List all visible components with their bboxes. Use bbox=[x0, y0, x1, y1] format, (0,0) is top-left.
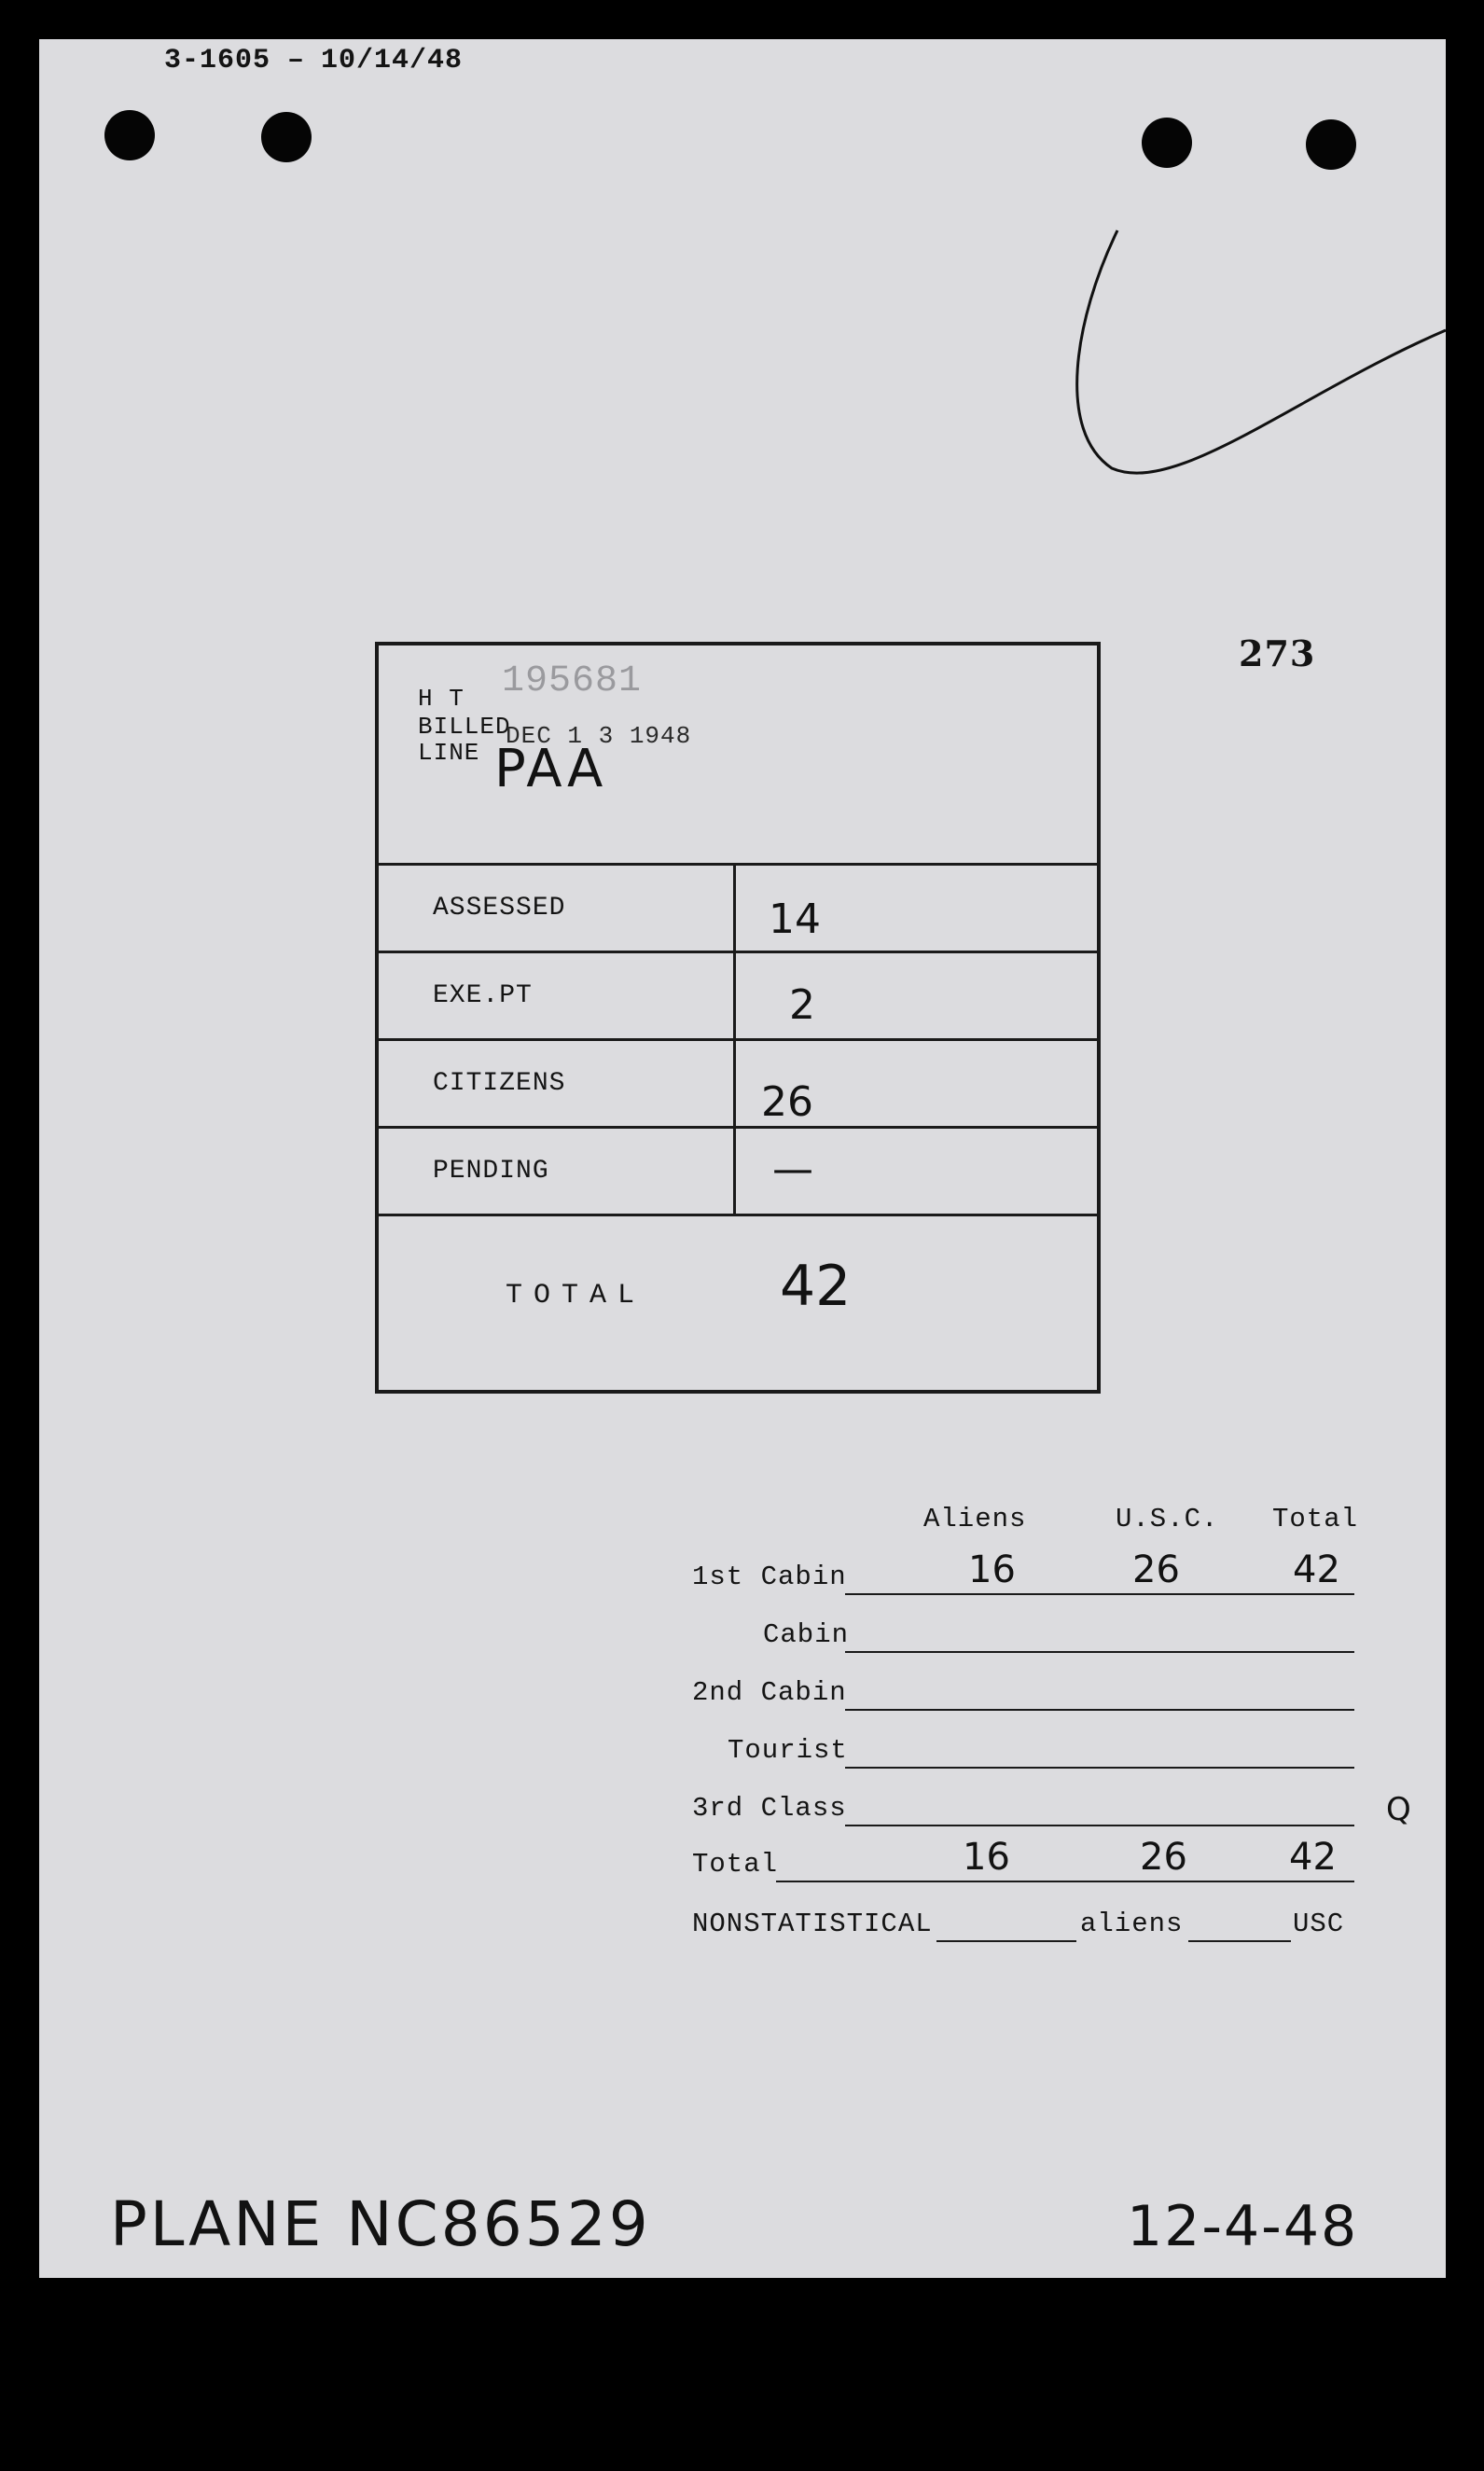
stamp-row-assessed bbox=[379, 866, 1097, 953]
fill-line bbox=[936, 1940, 1076, 1942]
cell-usc-total: 26 bbox=[1140, 1836, 1187, 1879]
class-row-3rd-class bbox=[692, 1793, 1401, 1830]
row-divider bbox=[733, 1129, 736, 1214]
cell-total-1st-cabin: 42 bbox=[1293, 1548, 1340, 1591]
row-divider bbox=[733, 953, 736, 1038]
line-value: PAA bbox=[494, 739, 607, 799]
form-number: 3-1605 bbox=[164, 45, 271, 76]
row-label-citizens: CITIZENS bbox=[433, 1069, 566, 1098]
row-value-exempt: 2 bbox=[789, 981, 815, 1029]
stamp-serial: 195681 bbox=[502, 660, 643, 702]
stamp-header bbox=[379, 646, 1097, 866]
ht-label: H T bbox=[418, 685, 465, 713]
row-divider bbox=[733, 1041, 736, 1126]
col-head-total: Total bbox=[1272, 1504, 1359, 1534]
billed-date: DEC 1 3 1948 bbox=[506, 722, 692, 750]
nonstatistical-aliens-label: aliens bbox=[1080, 1909, 1184, 1939]
row-label-pending: PENDING bbox=[433, 1157, 549, 1186]
fill-line bbox=[845, 1593, 1354, 1595]
side-mark: Q bbox=[1386, 1791, 1411, 1828]
footer-date: 12-4-48 bbox=[1127, 2194, 1359, 2259]
class-row-cabin bbox=[692, 1619, 1401, 1657]
fill-line bbox=[776, 1881, 1354, 1882]
nonstatistical-usc-label: USC bbox=[1293, 1909, 1345, 1939]
stamp-row-pending bbox=[379, 1129, 1097, 1216]
page-number: 273 bbox=[1239, 632, 1316, 674]
document-page bbox=[39, 39, 1446, 2278]
billed-label: BILLED bbox=[418, 713, 511, 741]
class-label-3rd-class: 3rd Class bbox=[692, 1793, 847, 1824]
class-row-tourist bbox=[692, 1735, 1401, 1772]
header-dash: – bbox=[287, 45, 306, 76]
row-label-assessed: ASSESSED bbox=[433, 894, 566, 923]
cell-aliens-1st-cabin: 16 bbox=[968, 1548, 1016, 1591]
class-label-total: Total bbox=[692, 1849, 779, 1880]
fill-line bbox=[845, 1709, 1354, 1711]
stamp-total-label: TOTAL bbox=[506, 1280, 646, 1312]
fill-line bbox=[845, 1651, 1354, 1653]
class-row-total bbox=[692, 1836, 1401, 1886]
line-label: LINE bbox=[418, 739, 480, 767]
stamp-total-value: 42 bbox=[780, 1254, 852, 1319]
stamp-row-exempt bbox=[379, 953, 1097, 1041]
col-head-aliens: Aliens bbox=[923, 1504, 1027, 1534]
nonstatistical-label: NONSTATISTICAL bbox=[692, 1909, 933, 1939]
row-value-citizens: 26 bbox=[761, 1078, 813, 1126]
col-head-usc: U.S.C. bbox=[1116, 1504, 1219, 1534]
row-divider bbox=[733, 866, 736, 951]
stamp-total bbox=[379, 1216, 1097, 1394]
fill-line bbox=[845, 1825, 1354, 1826]
row-value-assessed: 14 bbox=[769, 895, 821, 943]
fill-line bbox=[1188, 1940, 1291, 1942]
cell-aliens-total: 16 bbox=[963, 1836, 1010, 1879]
row-label-exempt: EXE.PT bbox=[433, 981, 533, 1010]
cell-usc-1st-cabin: 26 bbox=[1132, 1548, 1180, 1591]
class-label-1st-cabin: 1st Cabin bbox=[692, 1562, 847, 1592]
stamp-row-citizens bbox=[379, 1041, 1097, 1129]
header-date: 10/14/48 bbox=[321, 45, 464, 76]
footer-plane: PLANE NC86529 bbox=[110, 2188, 651, 2260]
class-row-2nd-cabin bbox=[692, 1677, 1401, 1714]
class-row-1st-cabin bbox=[692, 1548, 1401, 1599]
ht-billing-stamp bbox=[375, 642, 1101, 1394]
nonstatistical-row bbox=[692, 1909, 1401, 1946]
class-label-tourist: Tourist bbox=[728, 1735, 848, 1766]
cell-total-total: 42 bbox=[1289, 1836, 1337, 1879]
class-label-cabin: Cabin bbox=[763, 1619, 850, 1650]
row-value-pending: — bbox=[772, 1145, 813, 1193]
fill-line bbox=[845, 1767, 1354, 1769]
class-label-2nd-cabin: 2nd Cabin bbox=[692, 1677, 847, 1708]
pen-curve-mark bbox=[39, 39, 1446, 599]
